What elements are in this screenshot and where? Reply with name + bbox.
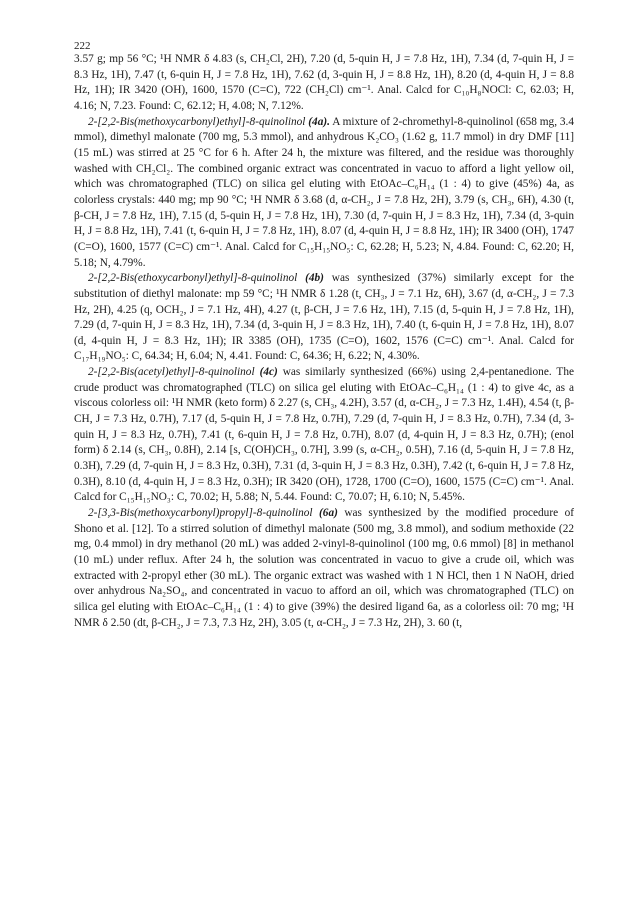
paragraph-text: was synthesized by the modified procedure of Shono et al. [12]. To a stirred solution of dimethyl malonate (500 mg, 3.8 mmol), and sodium methoxide (22 mg, 0.4 mmol) in dry methanol (20 mL) was added 2-vinyl-8-quinolinol (100 mg, 0.6 mmol) [8] in methanol (10 mL) under reflux. After 24 h, the solution was concentrated in vacuo to give a crude oil, which was extracted with 2-propyl ether (30 mL). The organic extract was washed with 1 N HCl, then 1 N NaOH, dried over anhydrous Na₂SO₄, and concentrated in vacuo to afford an oil, which was chromatographed (TLC) on silica gel eluting with EtOAc–C₆H₁₄ (1 : 4) to give (39%) the desired ligand 6a, as a colorless oil: 70 mg; ¹H NMR δ 2.50 (dt, β-CH₂, J = 7.3, 7.3 Hz, 2H), 3.05 (t, α-CH₂, J = 7.3 Hz, 2H), 3. 60 (t, [74, 507, 575, 629]
article-body [74, 52, 574, 631]
compound-title: 2-[2,2-Bis(acetyl)ethyl]-8-quinolinol [88, 366, 255, 379]
paragraph-4b [74, 271, 574, 365]
paragraph-0 [74, 52, 574, 115]
page-number: 222 [74, 40, 91, 52]
compound-label: (4c) [259, 366, 278, 379]
paragraph-text: A mixture of 2-chromethyl-8-quinolinol (658 mg, 3.4 mmol), dimethyl malonate (700 mg, 5.3 mmol), and anhydrous K₂CO₃ (1.62 g, 11.7 mmol) in dry DMF [11] (15 mL) was stirred at 25 °C for 6 h. After 24 h, the mixture was filtered, and the residue was thoroughly washed with CH₂Cl₂. The combined organic extract was concentrated in vacuo to afford a light yellow oil, which was chromatographed (TLC) on silica gel eluting with EtOAc–C₆H₁₄ (1 : 4) to give (45%) 4a, as colorless crystals: 440 mg; mp 90 °C; ¹H NMR δ 3.68 (d, α-CH₂, J = 7.8 Hz, 2H), 3.79 (s, CH₃, 6H), 4.30 (t, β-CH, J = 7.8 Hz, 1H), 7.15 (d, 5-quin H, J = 7.8 Hz, 1H), 7.30 (d, 7-quin H, J = 8.3 Hz, 1H), 7.34 (d, 3-quin H, J = 8.8 Hz, 1H), 7.41 (t, 6-quin H, J = 7.8 Hz, 1H), 8.07 (d, 4-quin H, J = 8.8 Hz, 1H); IR 3400 (OH), 1747 (C=O), 1600, 1577 (C=C) cm⁻¹. Anal. Calcd for C₁₅H₁₅NO₅: C, 62.28; H, 5.23; N, 4.84. Found: C, 62.20; H, 5.18; N, 4.79%. [74, 115, 575, 269]
compound-title: 2-[2,2-Bis(ethoxycarbonyl)ethyl]-8-quinolinol [88, 272, 298, 285]
compound-label: (4b) [305, 272, 324, 285]
paragraph-4a [74, 115, 574, 272]
paragraph-4c [74, 365, 574, 506]
compound-title: 2-[3,3-Bis(methoxycarbonyl)propyl]-8-quinolinol [88, 507, 313, 520]
paragraph-6a [74, 506, 574, 631]
compound-label: (6a) [319, 507, 338, 520]
compound-label: (4a). [308, 115, 330, 128]
paragraph-text: was synthesized (37%) similarly except for the substitution of diethyl malonate: mp 59 °C; ¹H NMR δ 1.28 (t, CH₃, J = 7.1 Hz, 6H), 3.67 (d, α-CH₂, J = 7.3 Hz, 2H), 4.25 (q, OCH₂, J = 7.1 Hz, 4H), 4.27 (t, β-CH, J = 7.6 Hz, 1H), 7.15 (d, 5-quin H, J = 7.8 Hz, 1H), 7.29 (d, 7-quin H, J = 8.3 Hz, 1H), 7.34 (d, 3-quin H, J = 8.3 Hz, 1H), 7.40 (t, 6-quin H, J = 7.8 Hz, 1H), 8.07 (d, 4-quin H, J = 8.3 Hz, 1H); IR 3385 (OH), 1735 (C=O), 1602, 1576 (C=C) cm⁻¹. Anal. Calcd for C₁₇H₁₉NO₅: C, 64.34; H, 6.04; N, 4.41. Found: C, 64.36; H, 6.22; N, 4.30%. [74, 272, 575, 363]
paragraph-text: 3.57 g; mp 56 °C; ¹H NMR δ 4.83 (s, CH₂Cl, 2H), 7.20 (d, 5-quin H, J = 7.8 Hz, 1H), 7.34 (d, 7-quin H, J = 8.3 Hz, 1H), 7.47 (t, 6-quin H, J = 7.8 Hz, 1H), 7.62 (d, 3-quin H, J = 8.8 Hz, 1H), 8.20 (d, 4-quin H, J = 8.8 Hz, 1H); IR 3420 (OH), 1600, 1570 (C=C), 722 (CH₂Cl) cm⁻¹. Anal. Calcd for C₁₀H₈NOCl: C, 62.03; H, 4.16; N, 7.23. Found: C, 62.12; H, 4.08; N, 7.12%. [74, 53, 574, 112]
paragraph-text: was similarly synthesized (66%) using 2,4-pentanedione. The crude product was chromatographed (TLC) on silica gel eluting with EtOAc–C₆H₁₄ (1 : 4) to give 4c, as a viscous colorless oil: ¹H NMR (keto form) δ 2.27 (s, CH₃, 4.2H), 3.57 (d, α-CH₂, J = 7.3 Hz, 1.4H), 4.54 (t, β-CH, J = 7.3 Hz, 0.7H), 7.17 (d, 5-quin H, J = 7.8 Hz, 0.7H), 7.29 (d, 7-quin H, J = 8.3 Hz, 0.7H), 7.34 (d, 3-quin H, J = 8.3 Hz, 0.7H), 7.41 (t, 6-quin H, J = 7.8 Hz, 0.7H), 8.07 (d, 4-quin H, J = 8.3 Hz, 0.7H); (enol form) δ 2.14 (s, CH₃, 0.8H), 2.14 [s, C(OH)CH₃, 0.7H], 3.99 (s, α-CH₂, 0.5H), 7.16 (d, 5-quin H, J = 7.8 Hz, 0.3H), 7.29 (d, 7-quin H, J = 8.3 Hz, 0.3H), 7.31 (d, 3-quin H, J = 8.3 Hz, 0.3H), 7.42 (t, 6-quin H, J = 7.8 Hz, 0.3H), 8.10 (d, 4-quin H, J = 8.3 Hz, 0.3H); IR 3420 (OH), 1728, 1700 (C=O), 1600, 1575 (C=C) cm⁻¹. Anal. Calcd for C₁₅H₁₅NO₃: C, 70.02; H, 5.88; N, 5.44. Found: C, 70.07; H, 6.10; N, 5.45%. [74, 366, 574, 504]
compound-title: 2-[2,2-Bis(methoxycarbonyl)ethyl]-8-quinolinol [88, 115, 306, 128]
